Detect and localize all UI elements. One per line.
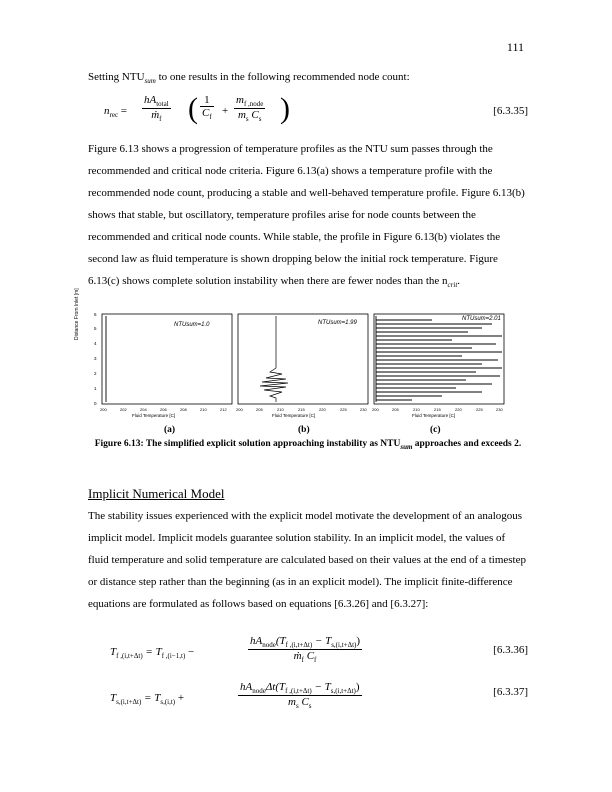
svg-text:210: 210 (200, 407, 207, 412)
svg-text:206: 206 (160, 407, 167, 412)
figure-panel-a (92, 312, 234, 418)
svg-text:Fluid Temperature [C]: Fluid Temperature [C] (132, 413, 176, 418)
figure-caption: Figure 6.13: The simplified explicit solution approaching instability as $NTU_{sum}$ approaches and exceeds 2. (94, 439, 522, 451)
svg-text:204: 204 (140, 407, 147, 412)
intro-text: Setting $NTU_{sum}$ to one results in the following recommended node count: (88, 71, 410, 86)
y-tick: 5 (94, 326, 97, 331)
equation-number: [6.3.36] (493, 644, 528, 656)
panel-label-c: (c) (430, 425, 441, 435)
page-number: 111 (506, 40, 524, 54)
svg-text:205: 205 (392, 407, 399, 412)
y-tick: 3 (94, 356, 97, 361)
svg-text:200: 200 (236, 407, 243, 412)
panel-c-annotation: NTUsum=2.01 (462, 316, 501, 322)
figure-panel-c (372, 312, 508, 418)
svg-text:202: 202 (120, 407, 127, 412)
svg-text:225: 225 (340, 407, 347, 412)
figure-panel-b (236, 312, 370, 418)
svg-text:220: 220 (455, 407, 462, 412)
panel-a-plot (92, 312, 234, 418)
svg-text:Fluid Temperature [C]: Fluid Temperature [C] (412, 413, 456, 418)
y-tick: 0 (94, 401, 97, 406)
panel-c-plot (372, 312, 508, 418)
svg-text:215: 215 (298, 407, 305, 412)
svg-text:210: 210 (277, 407, 284, 412)
panel-label-a: (a) (164, 425, 176, 435)
y-tick: 2 (94, 371, 97, 376)
panel-c-profile (376, 316, 502, 402)
equation-number: [6.3.37] (493, 686, 528, 698)
y-tick: 4 (94, 341, 97, 346)
svg-text:200: 200 (372, 407, 379, 412)
section-heading: Implicit Numerical Model (88, 486, 225, 501)
equation-6-3-37: $T_{s,(i,t+\Delta t)} = T_{s,(i,t)}$ + $hA_{node}\Delta t(T_{f ,(i,t+\Delta t)} - T_{s,(i,t+\Delta t)})$ $m_s$ $C_s$ [6.3.37] (110, 681, 528, 711)
svg-text:208: 208 (180, 407, 187, 412)
y-tick: 1 (94, 386, 97, 391)
svg-text:200: 200 (100, 407, 107, 412)
paragraph-implicit-model: The stability issues experienced with the explicit model motivate the development of an analogous implicit model. Implicit models guarantee solution stability. In an implicit model, the values of fluid temperature and solid temperature are calculated based on their values at the end of a timestep or distance step rather than the beginning (as in an explicit model). The implicit finite-difference equations are formulated as follows based on equations [6.3.26] and [6.3.27]: (88, 510, 526, 610)
panel-b-annotation: NTUsum=1.99 (318, 320, 357, 326)
y-tick: 6 (94, 312, 97, 317)
svg-text:210: 210 (413, 407, 420, 412)
y-axis-label: Distance From Inlet [m] (74, 288, 80, 340)
svg-text:230: 230 (360, 407, 367, 412)
equation-number: [6.3.35] (493, 105, 528, 117)
panel-label-b: (b) (298, 425, 310, 435)
svg-text:225: 225 (476, 407, 483, 412)
svg-text:230: 230 (496, 407, 503, 412)
svg-text:Fluid Temperature [C]: Fluid Temperature [C] (272, 413, 316, 418)
panel-b-profile (260, 316, 288, 402)
svg-text:205: 205 (256, 407, 263, 412)
panel-a-annotation: NTUsum=1.0 (174, 322, 210, 328)
paragraph-figure-description: Figure 6.13 shows a progression of temperature profiles as the NTU sum passes through the recommended and critical node criteria. Figure 6.13(a) shows a temperature profile with the recommended node count, producing a stable and well-behaved temperature profile. Figure 6.13(b) shows that stable, but oscillatory, temperature profiles arise for node counts between the recommended and critical node counts. While stable, the profile in Figure 6.13(b) violates the second law as fluid temperature is shown dropping below the initial rock temperature. Figure 6.13(c) shows complete solution instability when there are fewer nodes than the $n_{crit}$. (88, 143, 525, 290)
svg-text:220: 220 (319, 407, 326, 412)
svg-text:215: 215 (434, 407, 441, 412)
equation-6-3-35: $n_{rec}$ = $hA_{total}$ ṁ$_f$ ( $\frac{1}{C_f}$ + $m_{f ,node}$ $m_s$ $C_s$ ) [6.3.35] (104, 92, 528, 125)
panel-b-plot (236, 312, 370, 418)
svg-text:212: 212 (220, 407, 227, 412)
equation-6-3-36: $T_{f ,(i,t+\Delta t)} = T_{f ,(i-1,t)}$ − $hA_{node}(T_{f ,(i,t+\Delta t)} - T_{s,(i,t+\Delta t)})$ ṁ$_f$ $C_f$ [6.3.36] (110, 635, 528, 665)
